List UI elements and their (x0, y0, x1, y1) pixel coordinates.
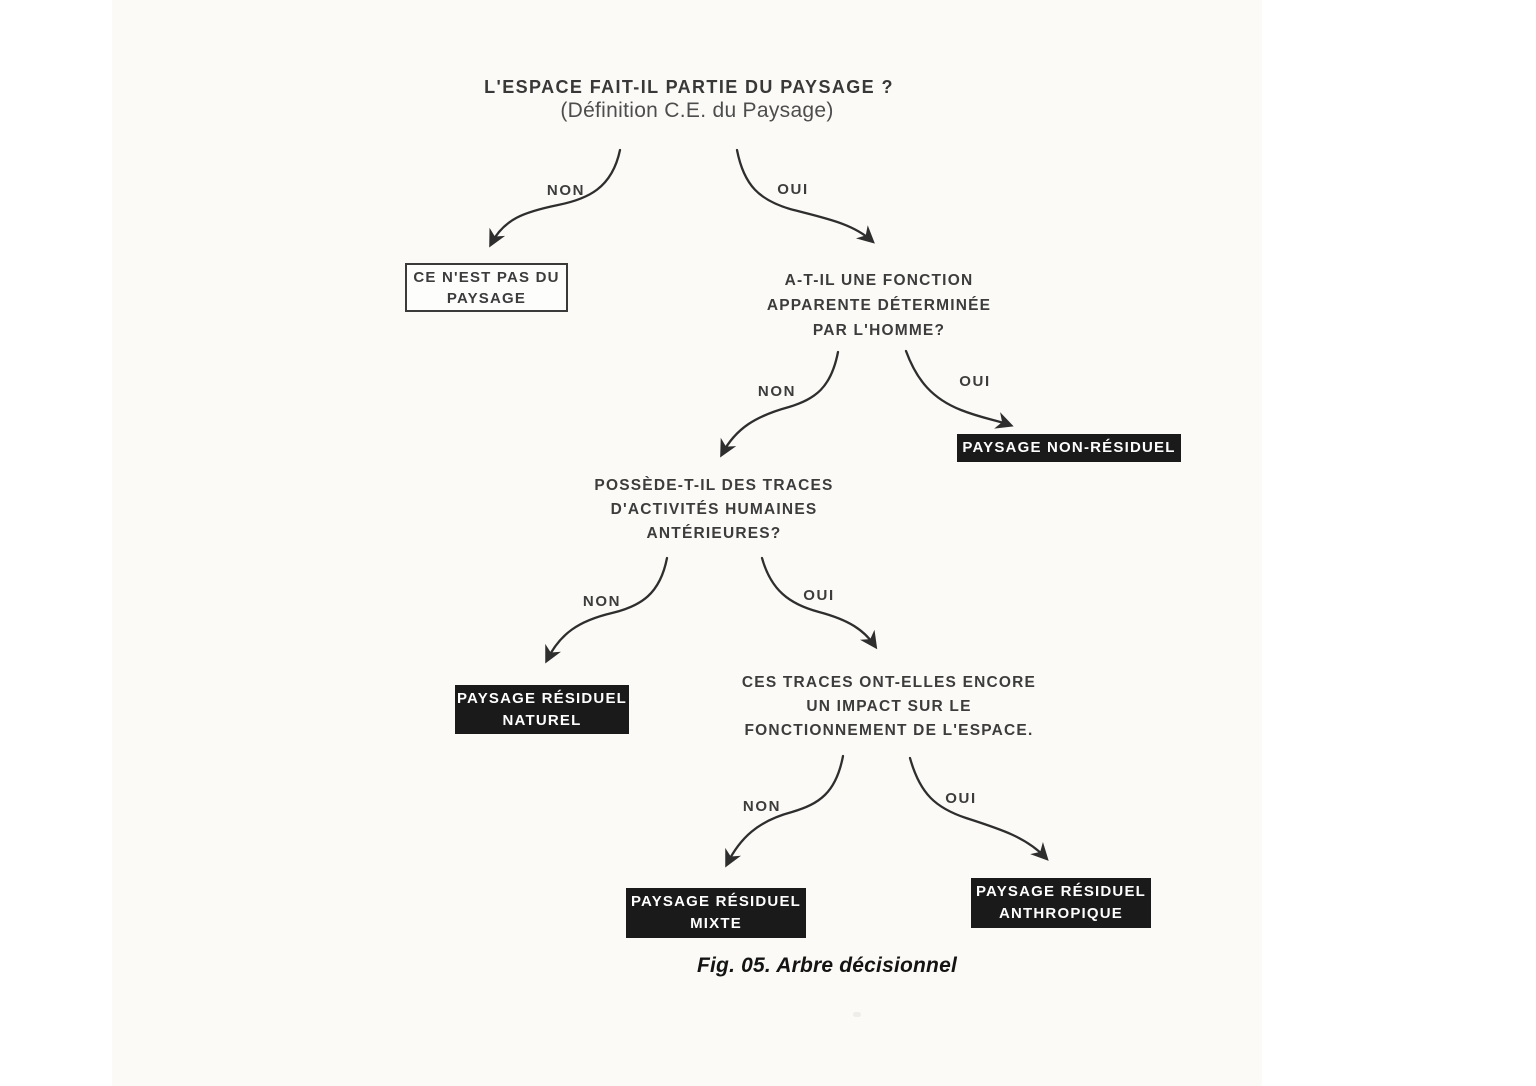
branch-label-traces-non: NON (582, 593, 622, 610)
root-question-subtitle: (Définition C.E. du Paysage) (560, 99, 834, 122)
question-function-line3: PAR L'HOMME? (812, 322, 946, 339)
node-not-landscape (405, 263, 568, 312)
node-question-function (767, 268, 991, 343)
node-paysage-residuel-mixte-line2: MIXTE (690, 915, 742, 932)
node-paysage-residuel-anthropique-line2: ANTHROPIQUE (998, 905, 1124, 922)
root-question-title: L'ESPACE FAIT-IL PARTIE DU PAYSAGE ? (484, 77, 894, 97)
branch-label-function-non: NON (757, 383, 797, 400)
node-paysage-residuel-mixte (626, 888, 806, 938)
figure-caption: Fig. 05. Arbre décisionnel (697, 954, 957, 977)
question-impact-line2: UN IMPACT SUR LE (806, 698, 972, 715)
branch-label-impact-non: NON (742, 798, 782, 815)
question-traces-line3: ANTÉRIEURES? (646, 525, 782, 542)
branch-label-impact-oui: OUI (945, 790, 977, 807)
branch-label-traces-oui: OUI (803, 587, 835, 604)
node-question-impact (742, 671, 1036, 743)
question-function-line2: APPARENTE DÉTERMINÉE (766, 297, 992, 314)
branch-label-root-non: NON (546, 182, 586, 199)
node-not-landscape-line1: CE N'EST PAS DU (413, 268, 560, 286)
node-paysage-non-residuel (957, 434, 1181, 462)
node-paysage-residuel-mixte-line1: PAYSAGE RÉSIDUEL (630, 893, 802, 910)
node-paysage-residuel-anthropique-line1: PAYSAGE RÉSIDUEL (975, 883, 1147, 900)
question-impact-line1: CES TRACES ONT-ELLES ENCORE (741, 674, 1037, 691)
node-paysage-residuel-naturel-line1: PAYSAGE RÉSIDUEL (456, 689, 628, 707)
node-paysage-residuel-anthropique (971, 878, 1151, 928)
node-paysage-non-residuel-line1: PAYSAGE NON-RÉSIDUEL (962, 439, 1176, 456)
branch-label-root-oui: OUI (777, 181, 809, 198)
scan-artifact (853, 1012, 861, 1017)
node-paysage-residuel-naturel (455, 685, 629, 734)
question-traces-line2: D'ACTIVITÉS HUMAINES (610, 501, 818, 518)
question-function-line1: A-T-IL UNE FONCTION (784, 272, 974, 289)
question-impact-line3: FONCTIONNEMENT DE L'ESPACE. (744, 722, 1034, 739)
question-traces-line1: POSSÈDE-T-IL DES TRACES (594, 477, 834, 494)
node-paysage-residuel-naturel-line2: NATUREL (502, 711, 582, 729)
branch-label-function-oui: OUI (959, 373, 991, 390)
node-question-traces (594, 474, 833, 546)
node-not-landscape-line2: PAYSAGE (446, 289, 527, 307)
